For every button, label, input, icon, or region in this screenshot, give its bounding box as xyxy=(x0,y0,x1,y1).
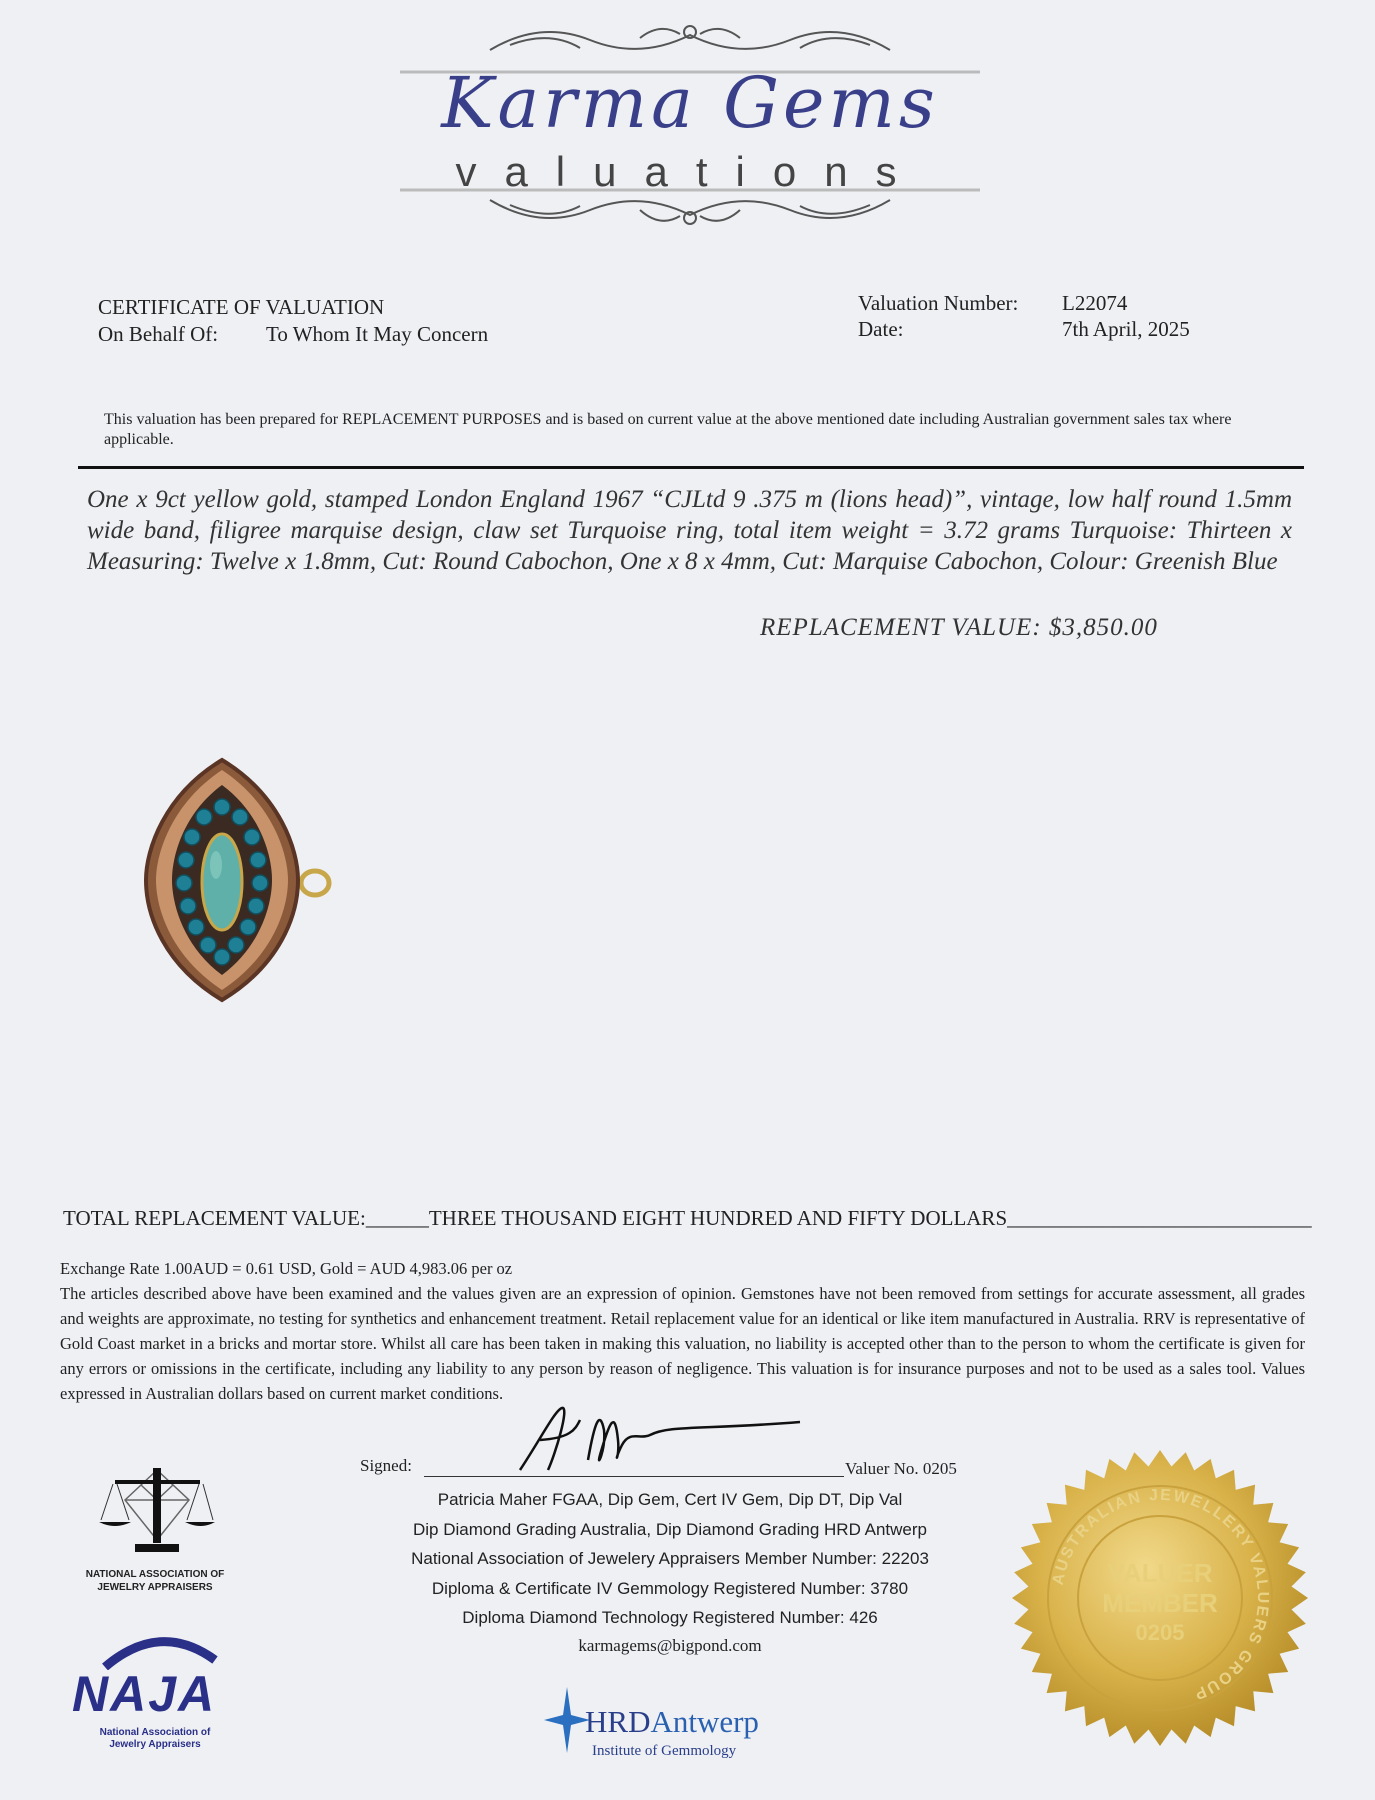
valuer-number: Valuer No. 0205 xyxy=(845,1459,957,1478)
valuer-member-seal xyxy=(1010,1448,1310,1748)
hrd-subtitle: Institute of Gemmology xyxy=(592,1743,737,1759)
total-replacement-line xyxy=(63,1206,1312,1231)
credential-line: Patricia Maher FGAA, Dip Gem, Cert IV Gem, Dip DT, Dip Val xyxy=(437,1490,903,1509)
credential-line: Diploma & Certificate IV Gemmology Registered Number: 3780 xyxy=(431,1578,909,1598)
item-description: One x 9ct yellow gold, stamped London England 1967 “CJLtd 9 .375 m (lions head)”, vintage, low half round 1.5mm wide band, filigree marquise design, claw set Turquoise ring, total item weight = 3.72 grams Turquoise: Thirteen x Measuring: Twelve x 1.8mm, Cut: Round Cabochon, One x 8 x 4mm, Cut: Marquise Cabochon, Colour: Greenish Blue xyxy=(87,486,1292,575)
contact-email: karmagems@bigpond.com xyxy=(578,1636,762,1655)
divider-rule xyxy=(78,466,1304,469)
total-gap: ______ xyxy=(365,1206,429,1230)
antwerp-text: Antwerp xyxy=(650,1704,759,1739)
replacement-value: REPLACEMENT VALUE: $3,850.00 xyxy=(760,614,1158,641)
valuation-number-label: Valuation Number: xyxy=(858,291,1019,315)
date-value: 7th April, 2025 xyxy=(1062,317,1190,341)
credential-line: Diploma Diamond Technology Registered Number: 426 xyxy=(462,1608,878,1627)
credential-line: Dip Diamond Grading Australia, Dip Diamond Grading HRD Antwerp xyxy=(412,1519,927,1539)
on-behalf-label: On Behalf Of: xyxy=(98,322,219,346)
total-words: THREE THOUSAND EIGHT HUNDRED AND FIFTY DOLLARS xyxy=(428,1206,1008,1230)
seal-line-3: 0205 xyxy=(1135,1620,1185,1645)
naja-logo-text: NAJA xyxy=(72,1666,217,1722)
naja-caption xyxy=(80,1727,230,1751)
total-label: TOTAL REPLACEMENT VALUE: xyxy=(63,1206,366,1230)
date-label: Date: xyxy=(858,317,904,341)
disclaimer-block xyxy=(60,1256,1305,1406)
hrd-logo-text xyxy=(585,1704,759,1740)
ring-photo xyxy=(130,755,340,1005)
seal-ring-text: AUSTRALIAN JEWELLERY VALUERS GROUP xyxy=(1049,1486,1272,1703)
hrd-text: HRD xyxy=(585,1704,651,1739)
on-behalf-value: To Whom It May Concern xyxy=(266,322,489,346)
valuation-number-value: L22074 xyxy=(1062,291,1128,315)
naa-line-2: JEWELRY APPRAISERS xyxy=(97,1582,213,1593)
signed-label: Signed: xyxy=(360,1456,412,1475)
certificate-title: CERTIFICATE OF VALUATION xyxy=(98,295,385,319)
naja-arc-icon xyxy=(100,1625,220,1670)
naa-line-1: NATIONAL ASSOCIATION OF xyxy=(85,1569,225,1580)
disclaimer-text: The articles described above have been examined and the values given are an expression of opinion. Gemstones have not been removed from settings for accurate assessment, all grades and weights are approximate, no testing for synthetics and enhancement treatment. Retail replacement value for an identical or like item manufactured in Australia. RRV is representative of Gold Coast market in a bricks and mortar store. Whilst all care has been taken in making this valuation, no liability is accepted other than to the person to whom the certificate is given for any errors or omissions in the certificate, including any liability to any person by reason of negligence. This valuation is for insurance purposes and not to be used as a sales tool. Values expressed in Australian dollars based on current market conditions. xyxy=(60,1284,1305,1403)
naja-line-2: Jewelry Appraisers xyxy=(109,1739,201,1750)
logo-subtitle: valuations xyxy=(455,148,925,195)
valuer-credentials xyxy=(350,1485,990,1633)
naja-line-1: National Association of xyxy=(99,1727,211,1738)
seal-line-1: VALUER xyxy=(1107,1558,1213,1588)
credential-line: National Association of Jewelery Appraisers Member Number: 22203 xyxy=(411,1549,929,1568)
signature-line xyxy=(424,1476,844,1477)
logo-script-text: Karma Gems xyxy=(441,62,939,144)
exchange-rate: Exchange Rate 1.00AUD = 0.61 USD, Gold = AUD 4,983.06 per oz xyxy=(60,1259,513,1278)
handwritten-signature xyxy=(500,1400,820,1480)
naa-caption xyxy=(70,1568,240,1594)
seal-line-2: MEMBER xyxy=(1102,1588,1218,1618)
scales-logo-icon xyxy=(95,1460,220,1565)
purpose-note: This valuation has been prepared for REPLACEMENT PURPOSES and is based on current value at the above mentioned date including Australian government sales tax where applicable. xyxy=(104,411,1232,448)
total-tail: _____________________________ xyxy=(1007,1206,1312,1230)
company-logo xyxy=(340,10,1040,250)
